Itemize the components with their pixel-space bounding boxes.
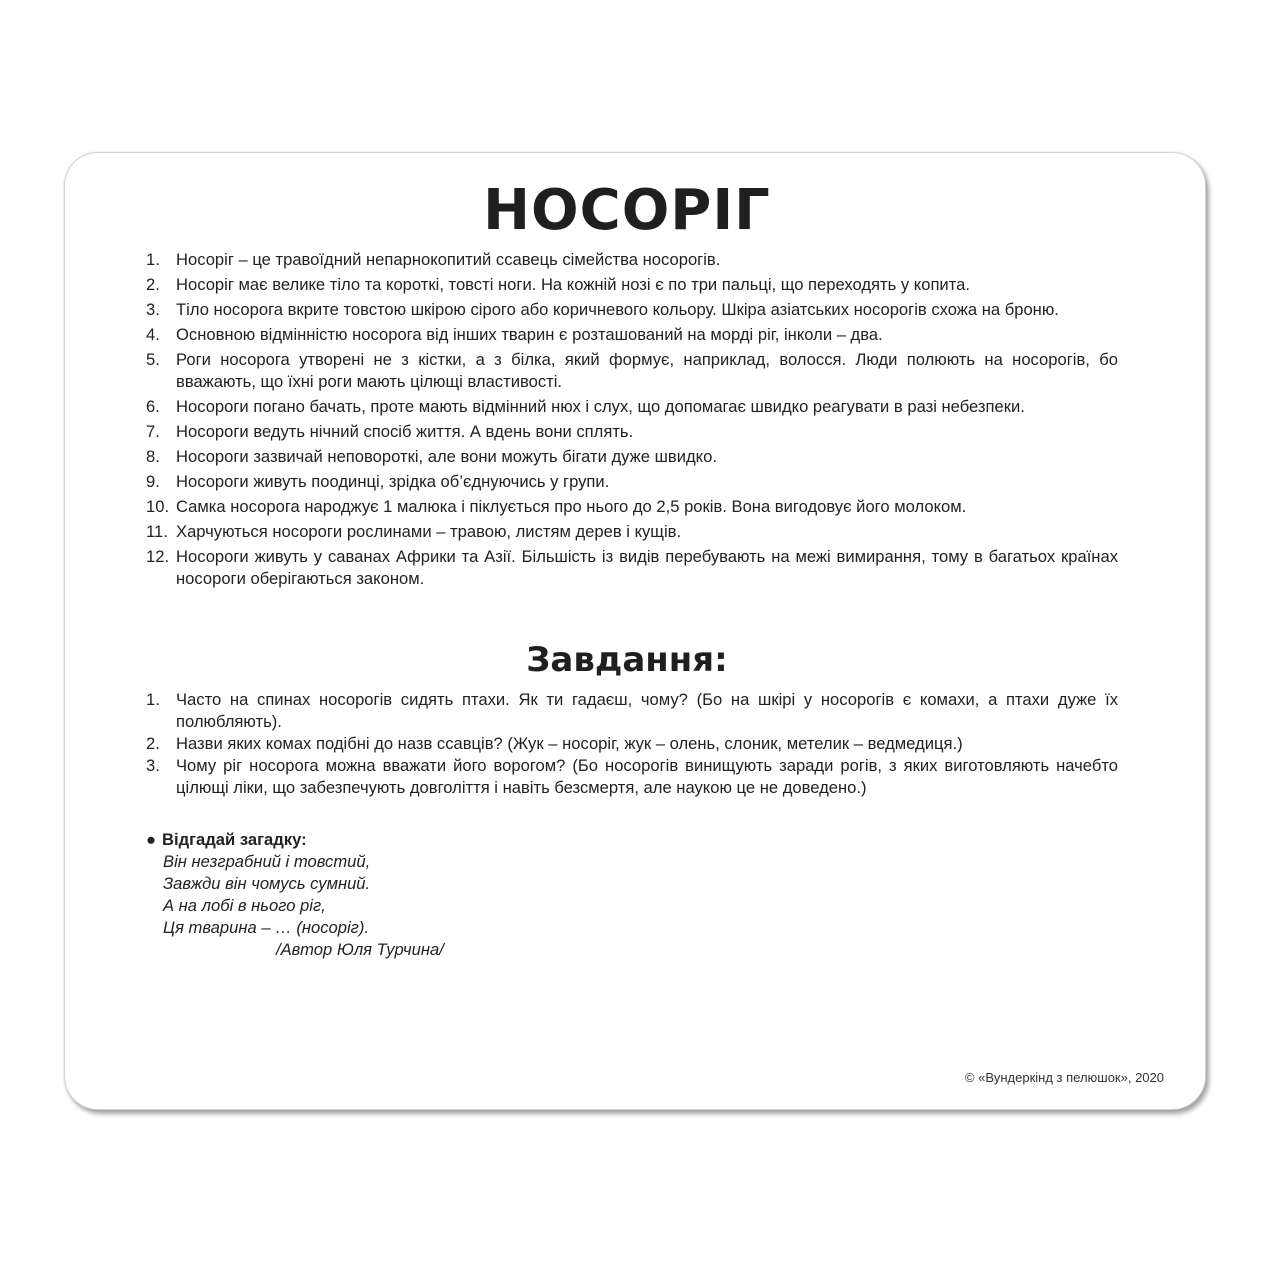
fact-item: [0, 471, 1118, 493]
fact-item-number: 11.: [146, 522, 168, 541]
page-title: НОСОРІГ: [483, 178, 771, 243]
fact-item-text: Носороги живуть поодинці, зрідка об’єднуючись у групи.: [176, 472, 610, 491]
riddle-heading-text: Відгадай загадку:: [162, 830, 307, 849]
fact-item-text: Носороги погано бачать, проте мають відмінний нюх і слух, що допомагає швидко реагувати в разі небезпеки.: [176, 397, 1025, 416]
task-item: [0, 733, 1118, 755]
fact-item: [0, 299, 1118, 321]
fact-item-text: Тіло носорога вкрите товстою шкірою сірого або коричневого кольору. Шкіра азіатських носорогів схожа на броню.: [176, 300, 1059, 319]
fact-item-text: Самка носорога народжує 1 малюка і піклується про нього до 2,5 років. Вона вигодовує його молоком.: [176, 497, 967, 516]
fact-item: [0, 324, 1118, 346]
fact-item-number: 3.: [146, 300, 160, 319]
fact-item-text: Роги носорога утворені не з кістки, а з білка, який формує, наприклад, волосся. Люди полюють на носорогів, бо вважають, що їхні роги мають цілющі властивості.: [176, 350, 1118, 391]
fact-item-number: 1.: [146, 250, 160, 269]
riddle-line: Ця тварина – … (носоріг).: [163, 918, 370, 937]
fact-item-number: 6.: [146, 397, 160, 416]
task-item-number: 3.: [146, 756, 160, 775]
fact-item: [0, 349, 1118, 393]
task-item-number: 1.: [146, 690, 160, 709]
copyright-notice: © «Вундеркінд з пелюшок», 2020: [964, 1070, 1164, 1085]
fact-item: [0, 521, 1118, 543]
fact-item-text: Носороги живуть у саванах Африки та Азії. Більшість із видів перебувають на межі вимирання, тому в багатьох країнах носороги оберігаються законом.: [176, 547, 1118, 588]
fact-item-number: 4.: [146, 325, 160, 344]
fact-item-text: Носоріг – це травоїдний непарнокопитий ссавець сімейства носорогів.: [176, 250, 721, 269]
bullet-icon: ●: [146, 830, 157, 849]
task-item: [0, 689, 1118, 733]
task-item-text: Назви яких комах подібні до назв ссавців? (Жук – носоріг, жук – олень, слоник, метелик – ведмедиця.): [176, 734, 963, 753]
fact-item-number: 5.: [146, 350, 160, 369]
fact-item: [0, 274, 1118, 296]
riddle-line: Завжди він чомусь сумний.: [163, 874, 371, 893]
fact-item-text: Носоріг має велике тіло та короткі, товсті ноги. На кожній нозі є по три пальці, що переходять у копита.: [176, 275, 970, 294]
fact-item-number: 10.: [146, 497, 170, 516]
facts-list: [0, 249, 1280, 593]
fact-item-number: 9.: [146, 472, 160, 491]
fact-item-text: Носороги зазвичай неповороткі, але вони можуть бігати дуже швидко.: [176, 447, 717, 466]
riddle-line: Він незграбний і товстий,: [163, 852, 371, 871]
fact-item: [0, 446, 1118, 468]
riddle-block: [146, 829, 646, 961]
fact-item: [0, 249, 1118, 271]
fact-item-text: Основною відмінністю носорога від інших тварин є розташований на морді ріг, інколи – два.: [176, 325, 883, 344]
riddle-line: А на лобі в нього ріг,: [163, 896, 326, 915]
task-item-text: Часто на спинах носорогів сидять птахи. Як ти гадаєш, чому? (Бо на шкірі у носорогів є комахи, а птахи дуже їх полюбляють).: [176, 690, 1118, 731]
fact-item-text: Носороги ведуть нічний спосіб життя. А вдень вони сплять.: [176, 422, 634, 441]
fact-item: [0, 546, 1118, 590]
fact-item-text: Харчуються носороги рослинами – травою, листям дерев і кущів.: [176, 522, 682, 541]
fact-item-number: 12.: [146, 547, 170, 566]
fact-item-number: 2.: [146, 275, 160, 294]
fact-item: [0, 396, 1118, 418]
fact-item-number: 8.: [146, 447, 160, 466]
fact-item: [0, 496, 1118, 518]
fact-item-number: 7.: [146, 422, 160, 441]
riddle-author: /Автор Юля Турчина/: [276, 940, 444, 959]
tasks-title: Завдання:: [526, 640, 728, 680]
task-item-text: Чому ріг носорога можна вважати його ворогом? (Бо носорогів винищують заради рогів, з яких виготовляють начебто цілющі ліки, що забезпечують довголіття і навіть безсмертя, але наукою це не доведено.): [176, 756, 1118, 797]
riddle-verse: [146, 851, 646, 961]
task-item: [0, 755, 1118, 799]
riddle-heading: [146, 829, 646, 851]
fact-item: [0, 421, 1118, 443]
task-item-number: 2.: [146, 734, 160, 753]
tasks-list: [0, 689, 1280, 799]
